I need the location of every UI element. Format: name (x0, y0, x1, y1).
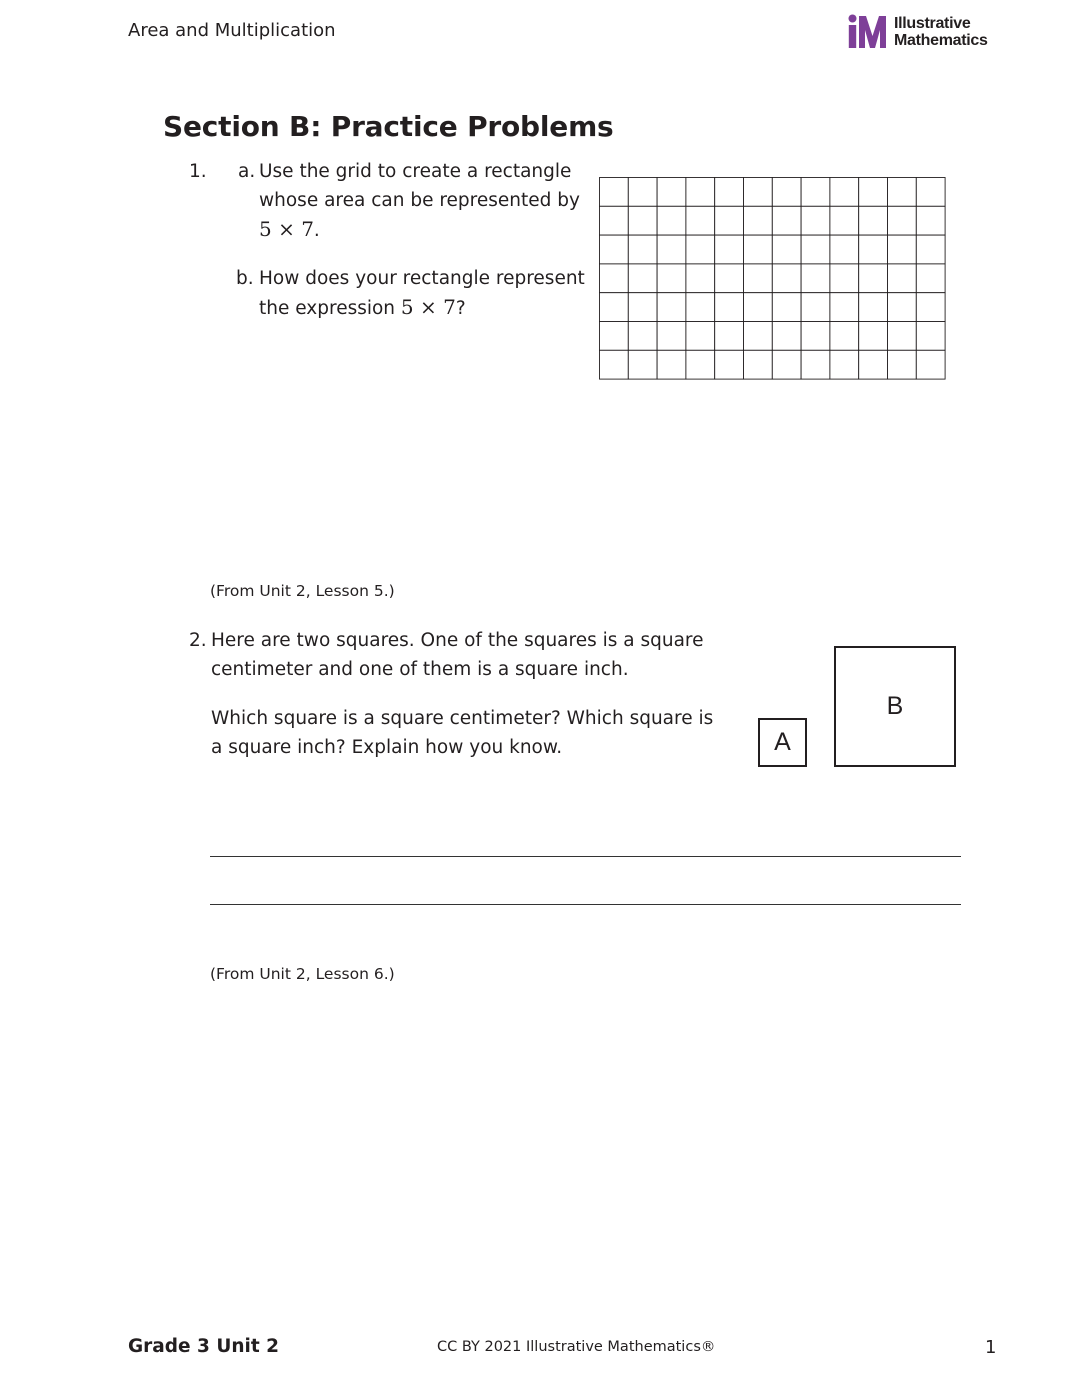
grid-cell[interactable] (686, 293, 715, 322)
grid-cell[interactable] (801, 350, 830, 379)
grid-cell[interactable] (916, 322, 945, 351)
problem-1b-marker: b. (236, 268, 254, 289)
grid-cell[interactable] (830, 206, 859, 235)
grid-cell[interactable] (657, 293, 686, 322)
problem-1b-question-mark: ? (455, 298, 466, 319)
problem-1b-lead: the expression (259, 298, 401, 319)
grid-cell[interactable] (916, 293, 945, 322)
grid-cell[interactable] (859, 293, 888, 322)
grid-cell[interactable] (801, 293, 830, 322)
problem-1-source: (From Unit 2, Lesson 5.) (210, 582, 395, 600)
grid-cell[interactable] (715, 264, 744, 293)
square-grid[interactable] (599, 177, 947, 381)
grid-cell[interactable] (715, 235, 744, 264)
grid-cell[interactable] (628, 350, 657, 379)
problem-1b-expression: 5 × 7 (400, 295, 456, 319)
grid-cell[interactable] (830, 322, 859, 351)
grid-cell[interactable] (628, 206, 657, 235)
im-logo-icon (848, 14, 888, 50)
grid-cell[interactable] (830, 178, 859, 207)
grid-cell[interactable] (888, 350, 917, 379)
grid-cell[interactable] (772, 293, 801, 322)
grid-cell[interactable] (686, 235, 715, 264)
grid-cell[interactable] (830, 264, 859, 293)
grid-cell[interactable] (628, 322, 657, 351)
square-a-label: A (774, 728, 791, 756)
footer-copyright: CC BY 2021 Illustrative Mathematics® (437, 1339, 716, 1355)
grid-cell[interactable] (772, 206, 801, 235)
grid-cell[interactable] (744, 206, 773, 235)
grid-cell[interactable] (801, 178, 830, 207)
grid-cell[interactable] (715, 178, 744, 207)
logo-wordmark (894, 15, 988, 49)
problem-1a-line-2: whose area can be represented by (259, 190, 580, 211)
problem-1a-marker: a. (238, 161, 256, 182)
grid-cell[interactable] (600, 350, 629, 379)
grid-cell[interactable] (686, 322, 715, 351)
grid-cell[interactable] (801, 235, 830, 264)
problem-2-line-4: a square inch? Explain how you know. (211, 737, 563, 758)
problem-1a-line-3 (259, 215, 580, 245)
grid-cell[interactable] (657, 350, 686, 379)
grid-cell[interactable] (830, 235, 859, 264)
problem-1b-text (259, 264, 585, 323)
grid-cell[interactable] (686, 178, 715, 207)
grid-cell[interactable] (859, 264, 888, 293)
problem-2-source: (From Unit 2, Lesson 6.) (210, 965, 395, 983)
grid-cell[interactable] (744, 293, 773, 322)
problem-2-question (211, 704, 713, 762)
problem-2-line-3: Which square is a square centimeter? Which square is (211, 708, 714, 729)
grid-cell[interactable] (628, 235, 657, 264)
grid-cell[interactable] (888, 206, 917, 235)
grid-cell[interactable] (744, 178, 773, 207)
grid-cell[interactable] (888, 235, 917, 264)
grid-cell[interactable] (859, 322, 888, 351)
grid-cell[interactable] (657, 178, 686, 207)
square-a (758, 718, 807, 767)
problem-1b-line-2 (259, 293, 585, 323)
grid-cell[interactable] (628, 293, 657, 322)
grid-cell[interactable] (888, 264, 917, 293)
grid-cell[interactable] (772, 322, 801, 351)
grid-cell[interactable] (715, 293, 744, 322)
grid-cell[interactable] (657, 235, 686, 264)
grid-cell[interactable] (888, 322, 917, 351)
problem-2-line-2: centimeter and one of them is a square inch. (211, 659, 629, 680)
grid-cell[interactable] (628, 178, 657, 207)
grid-cell[interactable] (744, 235, 773, 264)
grid-cell[interactable] (772, 178, 801, 207)
grid-cell[interactable] (772, 264, 801, 293)
grid-cell[interactable] (600, 178, 629, 207)
logo-line-2: Mathematics (894, 32, 988, 49)
problem-1a-expression: 5 × 7 (259, 217, 314, 241)
grid-cell[interactable] (916, 235, 945, 264)
grid-cell[interactable] (830, 350, 859, 379)
grid-cell[interactable] (657, 206, 686, 235)
grid-cell[interactable] (916, 178, 945, 207)
grid-cell[interactable] (859, 178, 888, 207)
grid-cell[interactable] (628, 264, 657, 293)
grid-cell[interactable] (772, 235, 801, 264)
footer-grade-unit: Grade 3 Unit 2 (128, 1336, 280, 1357)
grid-cell[interactable] (657, 322, 686, 351)
grid-cell[interactable] (686, 264, 715, 293)
grid-cell[interactable] (686, 350, 715, 379)
grid-cell[interactable] (744, 322, 773, 351)
problem-1-number: 1. (189, 161, 207, 182)
illustrative-mathematics-logo (848, 14, 998, 50)
grid-cell[interactable] (744, 264, 773, 293)
grid-cell[interactable] (600, 293, 629, 322)
logo-line-1: Illustrative (894, 15, 971, 32)
grid-cell[interactable] (600, 235, 629, 264)
problem-1b-line-1: How does your rectangle represent (259, 268, 585, 289)
grid-cell[interactable] (715, 206, 744, 235)
grid-cell[interactable] (916, 350, 945, 379)
grid-cell[interactable] (859, 350, 888, 379)
problem-1a-text (259, 157, 580, 245)
grid-cell[interactable] (916, 264, 945, 293)
unit-title: Area and Multiplication (128, 20, 336, 41)
section-title: Section B: Practice Problems (163, 110, 614, 143)
problem-2-number: 2. (189, 630, 207, 651)
problem-1a-period: . (313, 220, 320, 241)
grid-cell[interactable] (859, 206, 888, 235)
grid-cell[interactable] (888, 293, 917, 322)
footer-page-number: 1 (985, 1337, 997, 1358)
grid-cell[interactable] (600, 264, 629, 293)
grid-cell[interactable] (657, 264, 686, 293)
answer-line-1[interactable] (210, 856, 961, 857)
grid-cell[interactable] (859, 235, 888, 264)
grid-cell[interactable] (744, 350, 773, 379)
problem-2-prompt (211, 626, 704, 684)
grid-cell[interactable] (801, 206, 830, 235)
grid-cell[interactable] (686, 206, 715, 235)
grid-cell[interactable] (916, 206, 945, 235)
grid-cell[interactable] (888, 178, 917, 207)
answer-line-2[interactable] (210, 904, 961, 905)
problem-2-line-1: Here are two squares. One of the squares is a square (211, 630, 704, 651)
grid-cell[interactable] (772, 350, 801, 379)
grid-cell[interactable] (600, 322, 629, 351)
square-b (834, 646, 956, 767)
grid-cell[interactable] (830, 293, 859, 322)
grid-cell[interactable] (801, 264, 830, 293)
square-b-label: B (886, 692, 904, 720)
grid-cell[interactable] (715, 322, 744, 351)
grid-cell[interactable] (600, 206, 629, 235)
problem-1a-line-1: Use the grid to create a rectangle (259, 161, 572, 182)
grid-cell[interactable] (801, 322, 830, 351)
grid-cell[interactable] (715, 350, 744, 379)
